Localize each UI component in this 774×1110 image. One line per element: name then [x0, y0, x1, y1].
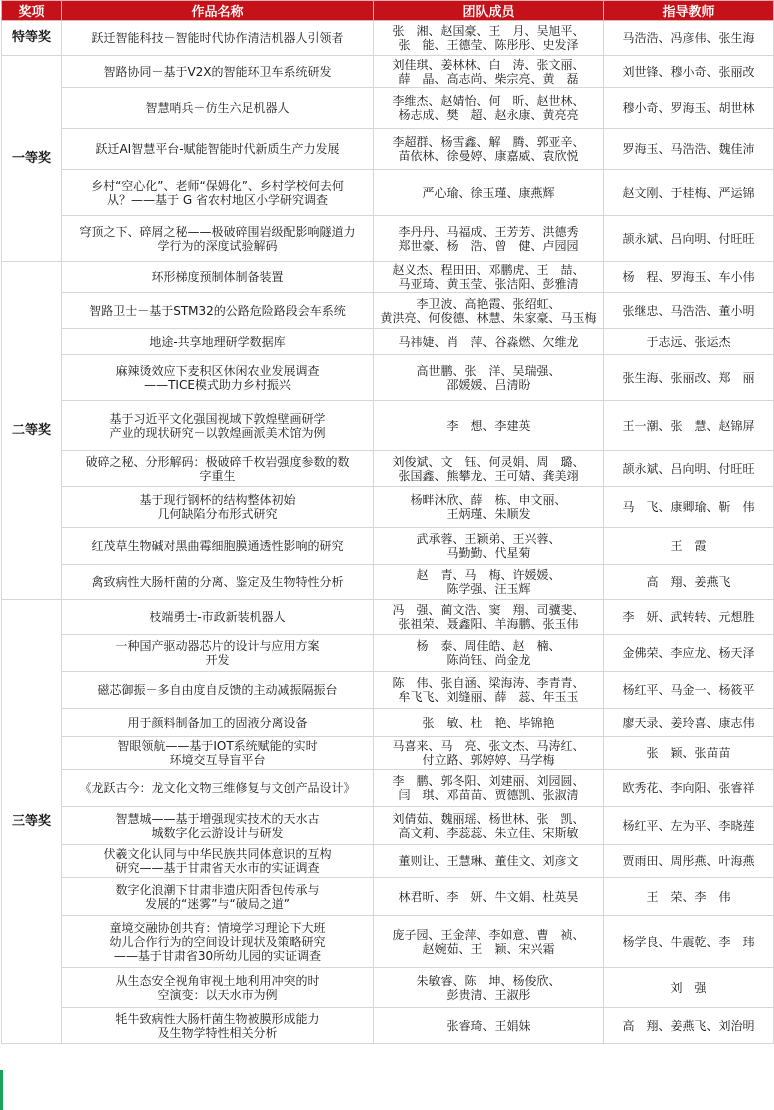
advisors-cell: 李 妍、武转转、元想胜: [604, 600, 774, 635]
advisors-cell: 张生海、张丽改、郑 丽: [604, 355, 774, 401]
table-row: [2, 528, 774, 565]
team-members-cell: 庞子园、王金萍、李如意、曹 祯、 赵婉茹、王 颖、宋兴霜: [374, 916, 604, 968]
team-members-cell: 杨 泰、周佳皓、赵 楠、 陈尚钰、尚金龙: [374, 635, 604, 672]
advisors-cell: 贾雨田、周彤燕、叶海燕: [604, 845, 774, 878]
team-members-cell: 刘俊斌、文 钰、何灵娟、周 璐、 张国鑫、熊攀龙、王可婧、龚美翊: [374, 451, 604, 487]
team-members-cell: 刘佳琪、姜林林、白 涛、张文丽、 薛 晶、高志尚、柴宗亮、黄 磊: [374, 56, 604, 88]
table-row: [2, 878, 774, 916]
advisors-cell: 罗海玉、马浩浩、魏佳沛: [604, 129, 774, 170]
edge-marker: [0, 1070, 3, 1110]
table-row: [2, 293, 774, 329]
team-members-cell: 张睿琦、王娟妹: [374, 1008, 604, 1044]
advisors-cell: 张 颖、张苗苗: [604, 737, 774, 770]
awards-table: [1, 0, 774, 1044]
table-row: [2, 968, 774, 1008]
team-members-cell: 李维杰、赵婧怡、何 昕、赵世林、 杨志成、樊 超、赵永康、黄亮亮: [374, 88, 604, 129]
work-title-cell: 麻辣烫效应下麦积区休闲农业发展调查 ——TICE模式助力乡村振兴: [62, 355, 374, 401]
award-level-cell: 二等奖: [2, 262, 62, 600]
work-title-cell: 数字化浪潮下甘肃非遗庆阳香包传承与 发展的“迷雾”与“破局之道”: [62, 878, 374, 916]
work-title-cell: 地途-共享地理研学数据库: [62, 329, 374, 355]
work-title-cell: 跃迁智能科技－智能时代协作清洁机器人引领者: [62, 21, 374, 56]
table-row: [2, 807, 774, 845]
advisors-cell: 颉永斌、吕向明、付旺旺: [604, 216, 774, 262]
table-row: [2, 600, 774, 635]
work-title-cell: 智路协同－基于V2X的智能环卫车系统研发: [62, 56, 374, 88]
advisors-cell: 杨学良、牛震乾、李 玮: [604, 916, 774, 968]
team-members-cell: 张 湘、赵国豪、王 月、吴旭平、 张 能、王德莹、陈彤彤、史发泽: [374, 21, 604, 56]
work-title-cell: 智眼领航——基于IOT系统赋能的实时 环境交互导盲平台: [62, 737, 374, 770]
team-members-cell: 刘倩茹、魏丽瑶、杨世林、张 凯、 高文莉、李蕊蕊、朱立佳、宋斯敏: [374, 807, 604, 845]
table-row: [2, 451, 774, 487]
advisors-cell: 廖天录、姜玲喜、康志伟: [604, 709, 774, 737]
award-level-cell: 三等奖: [2, 600, 62, 1044]
team-members-cell: 冯 强、蔺文浩、窦 翔、司骥斐、 张祖荣、聂鑫阳、羊海鹏、张玉伟: [374, 600, 604, 635]
advisors-cell: 金佛荣、李应龙、杨天泽: [604, 635, 774, 672]
table-row: [2, 770, 774, 807]
work-title-cell: 伏羲文化认同与中华民族共同体意识的互构 研究——基于甘肃省天水市的实证调查: [62, 845, 374, 878]
team-members-cell: 陈 伟、张自涵、梁海涛、李青青、 牟飞飞、刘缝丽、薛 蕊、年玉玉: [374, 672, 604, 709]
team-members-cell: 赵 青、马 梅、许媛媛、 陈学强、汪玉辉: [374, 565, 604, 600]
advisors-cell: 王一潮、张 慧、赵锦屏: [604, 401, 774, 451]
work-title-cell: 基于现行钢杯的结构整体初始 几何缺陷分布形式研究: [62, 487, 374, 528]
table-row: [2, 170, 774, 216]
work-title-cell: 跃迁AI智慧平台-赋能智能时代新质生产力发展: [62, 129, 374, 170]
table-row: [2, 21, 774, 56]
header-award: 奖项: [2, 1, 62, 21]
team-members-cell: 李 鹏、郭冬阳、刘建丽、刘园圆、 闫 琪、邓苗苗、贾德凯、张淑清: [374, 770, 604, 807]
advisors-cell: 杨红平、马金一、杨筱平: [604, 672, 774, 709]
advisors-cell: 高 翔、姜燕飞、刘治明: [604, 1008, 774, 1044]
advisors-cell: 穆小奇、罗海玉、胡世林: [604, 88, 774, 129]
advisors-cell: 颉永斌、吕向明、付旺旺: [604, 451, 774, 487]
work-title-cell: 智慧城——基于增强现实技术的天水古 城数字化云游设计与研发: [62, 807, 374, 845]
advisors-cell: 刘 强: [604, 968, 774, 1008]
table-row: [2, 216, 774, 262]
table-body: [2, 21, 774, 1044]
table-row: [2, 329, 774, 355]
advisors-cell: 于志远、张运杰: [604, 329, 774, 355]
award-level-cell: 特等奖: [2, 21, 62, 56]
advisors-cell: 杨红平、左为平、李晓莲: [604, 807, 774, 845]
work-title-cell: 智慧哨兵－仿生六足机器人: [62, 88, 374, 129]
team-members-cell: 武承蓉、王颖弟、王兴蓉、 马勤勤、代星菊: [374, 528, 604, 565]
work-title-cell: 基于习近平文化强国视域下敦煌壁画研学 产业的现状研究－以敦煌画派美术馆为例: [62, 401, 374, 451]
table-row: [2, 916, 774, 968]
work-title-cell: 枝端勇士-市政新装机器人: [62, 600, 374, 635]
table-row: [2, 262, 774, 293]
table-row: [2, 56, 774, 88]
header-row: [2, 1, 774, 21]
work-title-cell: 用于颜料制备加工的固液分离设备: [62, 709, 374, 737]
work-title-cell: 破碎之秘、分形解码：极破碎千枚岩强度参数的数 字重生: [62, 451, 374, 487]
advisors-cell: 赵文刚、于桂梅、严运锦: [604, 170, 774, 216]
work-title-cell: 从生态安全视角审视土地利用冲突的时 空演变：以天水市为例: [62, 968, 374, 1008]
team-members-cell: 张 敏、杜 艳、毕锦艳: [374, 709, 604, 737]
work-title-cell: 童境交融协创共育：情境学习理论下大班 幼儿合作行为的空间设计现状及策略研究 ——基于甘肃省30所幼儿园的实证调查: [62, 916, 374, 968]
award-level-cell: 一等奖: [2, 56, 62, 262]
work-title-cell: 智路卫士－基于STM32的公路危险路段会车系统: [62, 293, 374, 329]
team-members-cell: 朱敏睿、陈 坤、杨俊欣、 彭贵清、王淑彤: [374, 968, 604, 1008]
advisors-cell: 刘世锋、穆小奇、张丽改: [604, 56, 774, 88]
work-title-cell: 禽致病性大肠杆菌的分离、鉴定及生物特性分析: [62, 565, 374, 600]
team-members-cell: 高世鹏、张 洋、吴瑞强、 邵媛媛、吕清盼: [374, 355, 604, 401]
work-title-cell: 环形梯度预制体制备装置: [62, 262, 374, 293]
team-members-cell: 李丹丹、马福成、王芳芳、洪德秀 郑世豪、杨 浩、曾 健、卢园园: [374, 216, 604, 262]
work-title-cell: 牦牛致病性大肠杆菌生物被膜形成能力 及生物学特性相关分析: [62, 1008, 374, 1044]
team-members-cell: 李超群、杨雪鑫、解 腾、郭亚辛、 苗依林、徐曼婷、康嘉威、袁欣悦: [374, 129, 604, 170]
team-members-cell: 马祎婕、肖 萍、谷淼燃、欠维龙: [374, 329, 604, 355]
work-title-cell: 红茂草生物碱对黑曲霉细胞膜通透性影响的研究: [62, 528, 374, 565]
work-title-cell: 磁芯御振－多自由度自反馈的主动减振隔振台: [62, 672, 374, 709]
table-row: [2, 845, 774, 878]
table-row: [2, 88, 774, 129]
advisors-cell: 王 荣、李 伟: [604, 878, 774, 916]
table-row: [2, 1008, 774, 1044]
team-members-cell: 赵义杰、程田田、邓鹏虎、王 喆、 马亚琦、黄玉莹、张洁阳、彭雅清: [374, 262, 604, 293]
work-title-cell: 一种国产驱动器芯片的设计与应用方案 开发: [62, 635, 374, 672]
team-members-cell: 李卫波、高艳霞、张绍虹、 黄洪亮、何俊德、林慧、朱家豪、马玉梅: [374, 293, 604, 329]
advisors-cell: 杨 程、罗海玉、车小伟: [604, 262, 774, 293]
work-title-cell: 穹顶之下、碎屑之秘——极破碎围岩级配影响隧道力 学行为的深度试验解码: [62, 216, 374, 262]
team-members-cell: 董则让、王慧琳、董佳文、刘彦文: [374, 845, 604, 878]
header-advisors: 指导教师: [604, 1, 774, 21]
work-title-cell: 乡村“空心化”、老师“保姆化”、乡村学校何去何 从？——基于 G 省农村地区小学研究调查: [62, 170, 374, 216]
advisors-cell: 高 翔、姜燕飞: [604, 565, 774, 600]
team-members-cell: 林君昕、李 妍、牛文娟、杜英昊: [374, 878, 604, 916]
table-row: [2, 401, 774, 451]
header-team-members: 团队成员: [374, 1, 604, 21]
table-row: [2, 129, 774, 170]
table-row: [2, 709, 774, 737]
table-row: [2, 635, 774, 672]
team-members-cell: 杨畔沐欣、薛 栋、申文丽、 王炳瑾、朱顺发: [374, 487, 604, 528]
table-row: [2, 737, 774, 770]
team-members-cell: 马喜来、马 亮、张文杰、马涛红、 付立路、郭婷婷、马学梅: [374, 737, 604, 770]
table-row: [2, 487, 774, 528]
advisors-cell: 张继忠、马浩浩、董小明: [604, 293, 774, 329]
team-members-cell: 李 想、李建英: [374, 401, 604, 451]
table-row: [2, 565, 774, 600]
advisors-cell: 马 飞、康卿瑜、靳 伟: [604, 487, 774, 528]
table-row: [2, 672, 774, 709]
work-title-cell: 《龙跃古今：龙文化文物三维修复与文创产品设计》: [62, 770, 374, 807]
advisors-cell: 欧秀花、李向阳、张睿祥: [604, 770, 774, 807]
team-members-cell: 严心瑜、徐玉瑾、康燕辉: [374, 170, 604, 216]
table-row: [2, 355, 774, 401]
advisors-cell: 王 霞: [604, 528, 774, 565]
advisors-cell: 马浩浩、冯彦伟、张生海: [604, 21, 774, 56]
header-work-title: 作品名称: [62, 1, 374, 21]
